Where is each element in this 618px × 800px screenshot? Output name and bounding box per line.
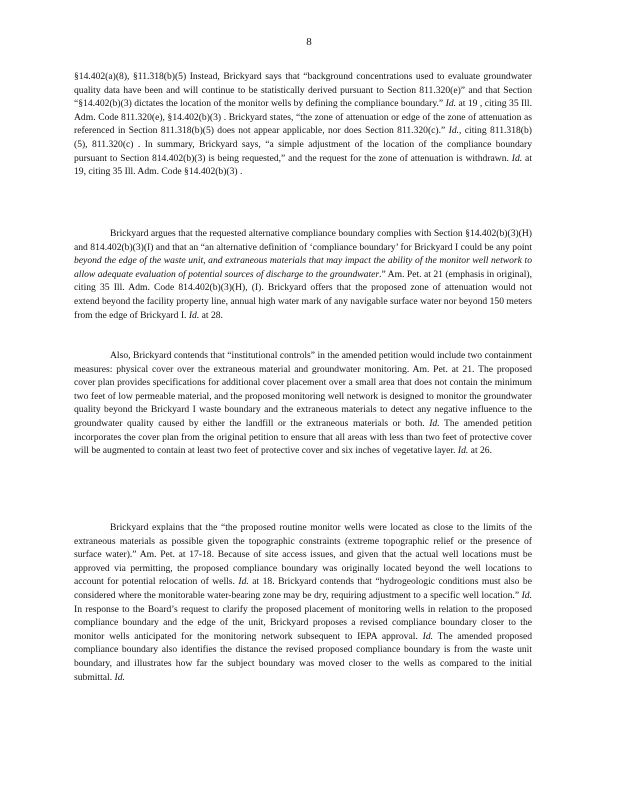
text-segment: The amended proposed compliance boundary also identifies the distance the revised proposed compliance boundary is from the waste unit boundary, and illustrates how far the subject boundary was moved closer to the wells as compared to the initial submittal.: [74, 630, 532, 683]
text-segment: Brickyard explains that the “the proposed routine monitor wells were located as close to the limits of the extraneous materials as possible given the topographic constraints (extreme topographic relief or the presence of surface water).” Am. Pet. at 17-18. Because of site access issues, and given that the actual well locations must be approved via permitting, the proposed compliance boundary was originally located beyond the well locations to account for potential relocation of wells.: [74, 522, 532, 588]
italic-citation: Id.: [188, 309, 200, 321]
italic-citation: Id.: [445, 98, 457, 110]
italic-citation: Id.: [511, 152, 523, 164]
text-segment: The amended petition incorporates the cover plan from the original petition to ensure that all areas with less than two feet of protective cover will be augmented to contain at least two feet of protective cover and six inches of vegetative layer.: [74, 417, 532, 457]
paragraph-3: [74, 349, 532, 458]
text-segment: at 19 , citing 35 Ill. Adm. Code 811.320(e), §14.402(b)(3) . Brickyard states, “the zone of attenuation or edge of the zone of attenuation as referenced in Section 811.318(b)(5) does not appear applicable, nor does Section 811.320(c).”: [74, 98, 532, 137]
paragraph-1: [74, 70, 532, 179]
paragraph-4: [74, 521, 532, 684]
italic-citation: Id.: [457, 445, 469, 457]
text-segment: , citing 811.318(b)(5), 811.320(c) . In summary, Brickyard says, “a simple adjustment of the location of the compliance boundary pursuant to Section 814.402(b)(3) is being requested,” and the request for the zone of attenuation is withdrawn.: [74, 125, 532, 164]
text-segment: at 28.: [199, 309, 223, 321]
text-segment: Brickyard argues that the requested alternative compliance boundary complies with Section §14.402(b)(3)(H) and 814.402(b)(3)(I) and that an “an alternative definition of ‘compliance boundary’ for Brickyard I could be any point: [74, 228, 532, 253]
italic-citation: Id.: [448, 125, 460, 137]
italic-citation: Id.: [521, 589, 532, 601]
paragraph-2: [74, 227, 532, 322]
italic-citation: Id.: [238, 576, 249, 588]
italic-citation: Id.: [114, 671, 125, 683]
text-segment: Also, Brickyard contends that “institutional controls” in the amended petition would include two containment measures: physical cover over the extraneous material and groundwater monitoring. Am. Pet. at 21. The proposed cover plan provides specifications for additional cover placement over a small area that does not contain the minimum two feet of low permeable material, and the proposed monitoring well network is designed to monitor the groundwater quality beyond the Brickyard I waste boundary and the extraneous materials to detect any negative influence to the groundwater quality caused by either the landfill or the extraneous materials or both.: [74, 350, 532, 429]
italic-citation: beyond the edge of the waste unit, and extraneous materials that may impact the ability of the monitor well network to allow adequate evaluation of potential sources of discharge to the groundwater: [74, 255, 532, 280]
text-segment: at 26.: [468, 445, 492, 457]
italic-citation: Id.: [429, 417, 440, 429]
text-segment: .” Am. Pet. at 21 (emphasis in original), citing 35 Ill. Adm. Code 814.402(b)(3)(H), (I). Brickyard offers that the proposed zone of attenuation would not extend beyond the facility property line, annual high water mark of any navigable surface water nor beyond 150 meters from the edge of Brickyard I.: [74, 268, 532, 321]
page-number: 8: [306, 36, 312, 48]
text-segment: §14.402(a)(8), §11.318(b)(5) Instead, Brickyard says that “background concentrations used to evaluate groundwater quality data have been and will continue to be statistically derived pursuant to Section 811.320(e)” and that Section “§14.402(b)(3) dictates the location of the monitor wells by defining the compliance boundary.”: [74, 71, 532, 110]
text-segment: at 19, citing 35 Ill. Adm. Code §14.402(b)(3) .: [74, 152, 532, 178]
text-segment: at 18. Brickyard contends that “hydrogeologic conditions must also be considered where the monitorable water-bearing zone may be dry, requiring adjustment to a specific well location.”: [74, 576, 532, 601]
italic-citation: Id.: [422, 630, 434, 642]
text-segment: In response to the Board’s request to clarify the proposed placement of monitoring wells in relation to the proposed compliance boundary and the edge of the unit, Brickyard proposes a revised compliance boundary closer to the monitor wells anticipated for the monitoring network subsequent to IEPA approval.: [74, 603, 532, 642]
